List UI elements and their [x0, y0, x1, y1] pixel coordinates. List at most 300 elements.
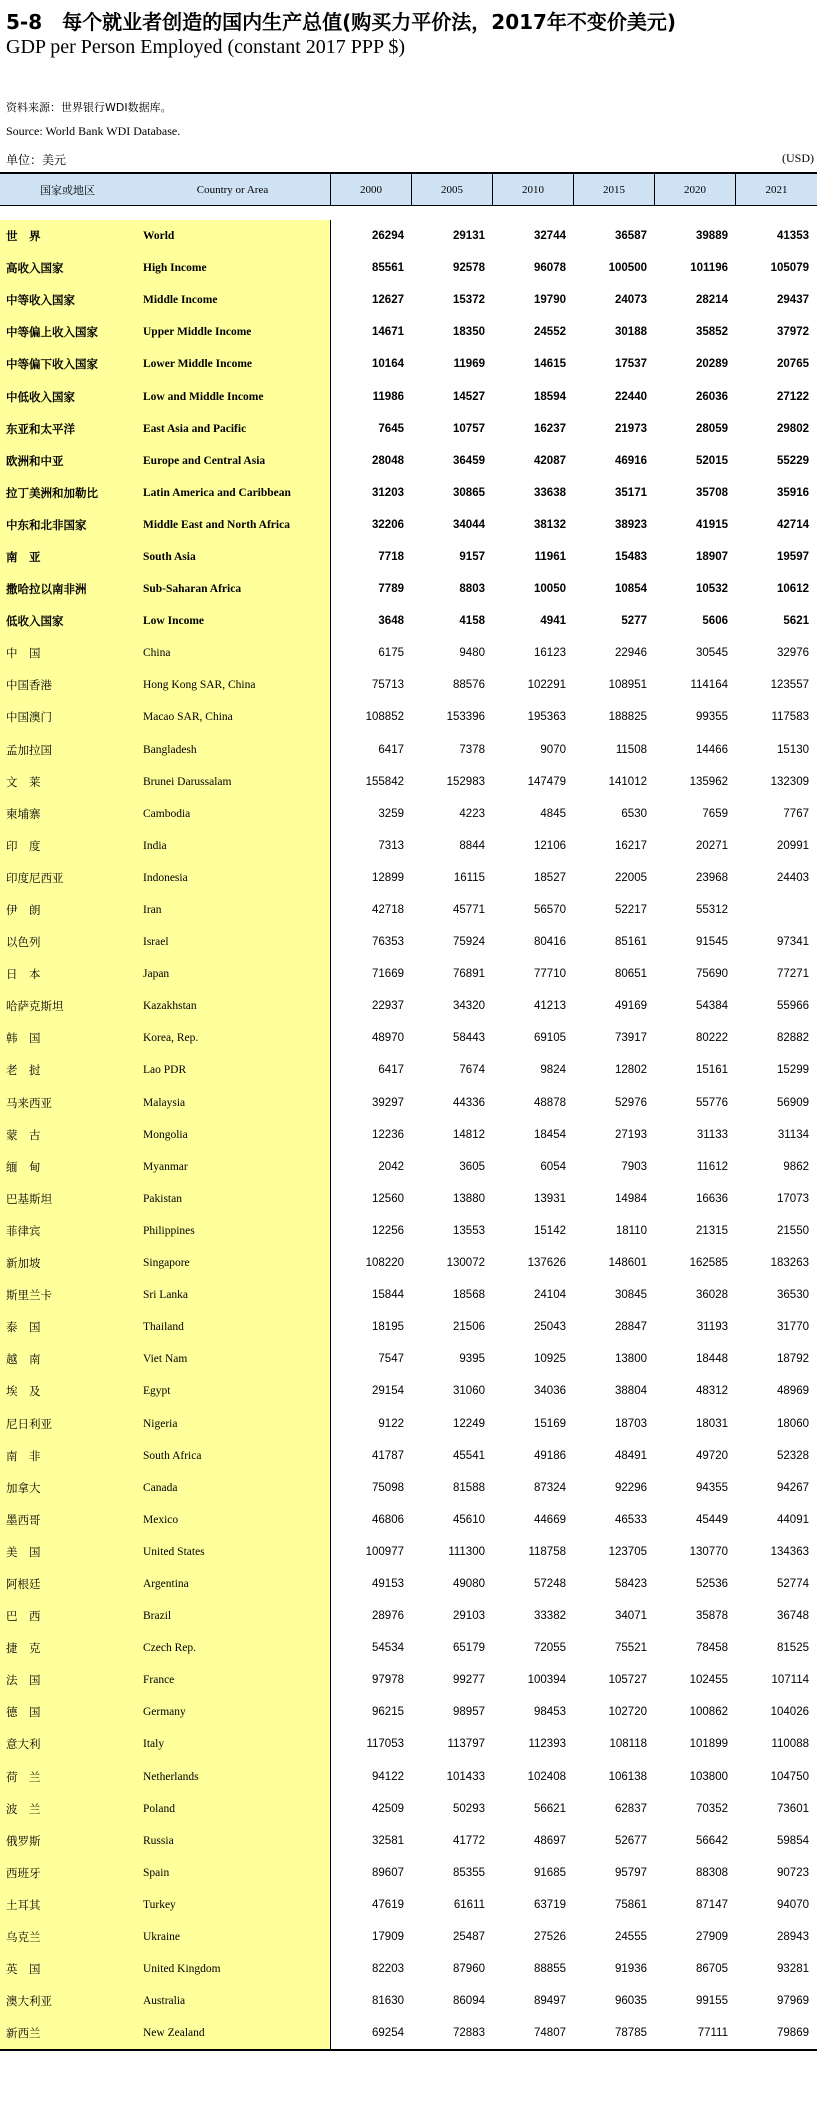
value-cell: 106138 — [608, 1770, 647, 1783]
country-name-cn: 荷 兰 — [6, 1769, 41, 1784]
country-name-en: France — [143, 1674, 175, 1687]
value-cell: 3648 — [378, 615, 404, 628]
value-cell: 31203 — [372, 486, 404, 499]
value-cell: 30865 — [453, 486, 485, 499]
value-cell: 54534 — [372, 1642, 404, 1655]
value-cell: 99155 — [696, 1995, 728, 2008]
value-cell: 36028 — [696, 1289, 728, 1302]
value-cell: 78458 — [696, 1642, 728, 1655]
value-cell: 46806 — [372, 1513, 404, 1526]
header-year: 2015 — [574, 174, 655, 205]
country-name-en: Korea, Rep. — [143, 1032, 199, 1045]
header-year: 2005 — [412, 174, 493, 205]
value-cell: 42718 — [372, 904, 404, 917]
value-cell: 97978 — [372, 1674, 404, 1687]
value-cell: 24555 — [615, 1931, 647, 1944]
country-name-cn: 印度尼西亚 — [6, 870, 64, 885]
table-row — [0, 477, 817, 509]
country-name-en: India — [143, 839, 167, 852]
value-cell: 7903 — [621, 1160, 647, 1173]
value-cell: 98453 — [534, 1706, 566, 1719]
value-cell: 56570 — [534, 904, 566, 917]
value-cell: 9480 — [459, 647, 485, 660]
value-cell: 36530 — [777, 1289, 809, 1302]
value-cell: 35852 — [696, 326, 728, 339]
value-cell: 37972 — [777, 326, 809, 339]
value-cell: 130072 — [446, 1257, 485, 1270]
value-cell: 55966 — [777, 1000, 809, 1013]
value-cell: 97341 — [777, 936, 809, 949]
value-cell: 135962 — [689, 775, 728, 788]
value-cell: 58443 — [453, 1032, 485, 1045]
value-cell: 18568 — [453, 1289, 485, 1302]
country-name-en: Czech Rep. — [143, 1642, 197, 1655]
value-cell: 25487 — [453, 1931, 485, 1944]
value-cell: 15169 — [534, 1417, 566, 1430]
table-row — [0, 316, 817, 348]
value-cell: 9824 — [540, 1064, 566, 1077]
table-row — [0, 348, 817, 380]
value-cell: 29437 — [777, 294, 809, 307]
value-cell: 22005 — [615, 871, 647, 884]
value-cell: 30545 — [696, 647, 728, 660]
value-cell: 6054 — [540, 1160, 566, 1173]
value-cell: 89607 — [372, 1866, 404, 1879]
value-cell: 132309 — [770, 775, 809, 788]
table-row — [0, 380, 817, 412]
country-name-cn: 斯里兰卡 — [6, 1288, 52, 1303]
country-name-cn: 意大利 — [6, 1737, 41, 1752]
value-cell: 11612 — [696, 1160, 728, 1173]
value-cell: 26036 — [696, 390, 728, 403]
country-name-cn: 越 南 — [6, 1352, 41, 1367]
value-cell: 27909 — [696, 1931, 728, 1944]
value-cell: 44669 — [534, 1513, 566, 1526]
value-cell: 7674 — [459, 1064, 485, 1077]
value-cell: 108118 — [609, 1738, 647, 1751]
country-name-cn: 中国澳门 — [6, 710, 52, 725]
value-cell: 27122 — [777, 390, 809, 403]
value-cell: 3259 — [378, 807, 404, 820]
value-cell: 96078 — [534, 262, 566, 275]
value-cell: 75521 — [615, 1642, 647, 1655]
value-cell: 5606 — [702, 615, 728, 628]
value-cell: 30188 — [615, 326, 647, 339]
value-cell: 18527 — [534, 871, 566, 884]
value-cell: 80651 — [615, 968, 647, 981]
value-cell: 195363 — [527, 711, 566, 724]
country-name-cn: 马来西亚 — [6, 1095, 52, 1110]
value-cell: 134363 — [770, 1545, 809, 1558]
value-cell: 13553 — [453, 1224, 485, 1237]
value-cell: 56909 — [777, 1096, 809, 1109]
value-cell: 12256 — [372, 1224, 404, 1237]
value-cell: 52976 — [615, 1096, 647, 1109]
value-cell: 30845 — [615, 1289, 647, 1302]
value-cell: 113797 — [447, 1738, 485, 1751]
value-cell: 21506 — [453, 1321, 485, 1334]
value-cell: 6417 — [378, 743, 404, 756]
value-cell: 81525 — [777, 1642, 809, 1655]
value-cell: 100862 — [689, 1706, 728, 1719]
value-cell: 48969 — [777, 1385, 809, 1398]
value-cell: 21973 — [615, 422, 647, 435]
value-cell: 88855 — [534, 1963, 566, 1976]
value-cell: 18060 — [777, 1417, 809, 1430]
table-row — [0, 1568, 817, 1600]
country-name-en: Japan — [143, 968, 170, 981]
title-chinese: 5-8 每个就业者创造的国内生产总值(购买力平价法，2017年不变价美元) — [6, 10, 677, 34]
value-cell: 29103 — [453, 1610, 485, 1623]
country-name-cn: 墨西哥 — [6, 1512, 41, 1527]
value-cell: 57248 — [534, 1577, 566, 1590]
value-cell: 69105 — [534, 1032, 566, 1045]
country-name-en: Hong Kong SAR, China — [143, 679, 256, 692]
value-cell: 35916 — [777, 486, 809, 499]
value-cell: 61611 — [453, 1898, 485, 1911]
value-cell: 62837 — [615, 1802, 647, 1815]
value-cell: 48312 — [696, 1385, 728, 1398]
value-cell: 87960 — [453, 1963, 485, 1976]
value-cell: 45771 — [453, 904, 485, 917]
table-row — [0, 284, 817, 316]
country-name-en: Argentina — [143, 1577, 189, 1590]
value-cell: 91936 — [615, 1963, 647, 1976]
table-row — [0, 894, 817, 926]
table-row — [0, 541, 817, 573]
value-cell: 26294 — [372, 230, 404, 243]
value-cell: 15161 — [696, 1064, 728, 1077]
value-cell: 54384 — [696, 1000, 728, 1013]
value-cell: 75924 — [453, 936, 485, 949]
country-name-cn: 乌克兰 — [6, 1930, 41, 1945]
table-row — [0, 1985, 817, 2017]
value-cell: 31134 — [777, 1128, 809, 1141]
table-row — [0, 1600, 817, 1632]
table-row — [0, 1664, 817, 1696]
value-cell: 100500 — [608, 262, 647, 275]
value-cell: 18110 — [615, 1224, 647, 1237]
country-name-cn: 中等偏下收入国家 — [6, 357, 98, 372]
value-cell: 58423 — [615, 1577, 647, 1590]
value-cell: 94070 — [777, 1898, 809, 1911]
table-row — [0, 413, 817, 445]
value-cell: 52774 — [777, 1577, 809, 1590]
value-cell: 14671 — [372, 326, 404, 339]
value-cell: 69254 — [372, 2027, 404, 2040]
country-name-en: Israel — [143, 936, 169, 949]
country-name-en: China — [143, 647, 171, 660]
value-cell: 36459 — [453, 454, 485, 467]
country-name-en: High Income — [143, 262, 207, 275]
value-cell: 110088 — [771, 1738, 809, 1751]
value-cell: 33382 — [534, 1610, 566, 1623]
data-table — [0, 172, 817, 2051]
country-name-cn: 欧洲和中亚 — [6, 453, 64, 468]
value-cell: 14527 — [453, 390, 485, 403]
value-cell: 27526 — [534, 1931, 566, 1944]
table-body — [0, 220, 817, 2051]
value-cell: 7645 — [378, 422, 404, 435]
country-name-cn: 韩 国 — [6, 1031, 41, 1046]
value-cell: 4158 — [459, 615, 485, 628]
country-name-cn: 土耳其 — [6, 1897, 41, 1912]
value-cell: 50293 — [453, 1802, 485, 1815]
country-name-en: Ukraine — [143, 1931, 181, 1944]
country-name-en: Middle Income — [143, 294, 218, 307]
country-name-cn: 中 国 — [6, 646, 41, 661]
value-cell: 87324 — [534, 1481, 566, 1494]
value-cell: 18448 — [696, 1353, 728, 1366]
country-name-en: Lower Middle Income — [143, 358, 253, 371]
value-cell: 42087 — [534, 454, 566, 467]
value-cell: 75861 — [615, 1898, 647, 1911]
table-row — [0, 1311, 817, 1343]
country-name-en: South Asia — [143, 550, 196, 563]
country-name-en: Spain — [143, 1866, 170, 1879]
table-row — [0, 798, 817, 830]
value-cell: 15299 — [777, 1064, 809, 1077]
value-cell: 33638 — [534, 486, 566, 499]
value-cell: 15483 — [615, 550, 647, 563]
value-cell: 42509 — [372, 1802, 404, 1815]
country-name-cn: 美 国 — [6, 1544, 41, 1559]
value-cell: 93281 — [777, 1963, 809, 1976]
country-name-en: Poland — [143, 1802, 175, 1815]
value-cell: 34320 — [453, 1000, 485, 1013]
value-cell: 77111 — [697, 2027, 728, 2040]
value-cell: 100394 — [527, 1674, 566, 1687]
country-name-cn: 中等偏上收入国家 — [6, 325, 98, 340]
value-cell: 17909 — [372, 1931, 404, 1944]
header-year: 2000 — [331, 174, 412, 205]
value-cell: 105727 — [608, 1674, 647, 1687]
country-name-cn: 哈萨克斯坦 — [6, 999, 64, 1014]
country-name-cn: 英 国 — [6, 1962, 41, 1977]
value-cell: 10612 — [777, 583, 809, 596]
table-row — [0, 1793, 817, 1825]
country-name-en: Bangladesh — [143, 743, 197, 756]
country-name-cn: 印 度 — [6, 838, 41, 853]
value-cell: 92296 — [615, 1481, 647, 1494]
country-name-cn: 中国香港 — [6, 678, 52, 693]
table-row — [0, 926, 817, 958]
table-row — [0, 701, 817, 733]
country-name-cn: 巴 西 — [6, 1609, 41, 1624]
country-name-en: Europe and Central Asia — [143, 454, 266, 467]
country-name-cn: 中等收入国家 — [6, 293, 75, 308]
value-cell: 130770 — [689, 1545, 728, 1558]
value-cell: 76353 — [372, 936, 404, 949]
country-name-en: Viet Nam — [143, 1353, 188, 1366]
country-name-cn: 埃 及 — [6, 1384, 41, 1399]
table-row — [0, 220, 817, 252]
value-cell: 34044 — [453, 518, 485, 531]
value-cell: 112393 — [528, 1738, 566, 1751]
source-chinese: 资料来源：世界银行WDI数据库。 — [6, 101, 172, 114]
table-header — [0, 172, 817, 206]
value-cell: 31770 — [777, 1321, 809, 1334]
country-name-cn: 蒙 古 — [6, 1127, 41, 1142]
value-cell: 81630 — [372, 1995, 404, 2008]
country-name-cn: 俄罗斯 — [6, 1833, 41, 1848]
table-row — [0, 1375, 817, 1407]
value-cell: 102455 — [689, 1674, 728, 1687]
value-cell: 38132 — [534, 518, 566, 531]
table-row — [0, 958, 817, 990]
value-cell: 12899 — [372, 871, 404, 884]
value-cell: 16217 — [615, 839, 647, 852]
value-cell: 36748 — [777, 1610, 809, 1623]
value-cell: 73917 — [615, 1032, 647, 1045]
value-cell: 12560 — [372, 1192, 404, 1205]
value-cell: 10757 — [453, 422, 485, 435]
unit-label: 单位：美元 — [6, 153, 67, 167]
value-cell: 34036 — [534, 1385, 566, 1398]
value-cell: 16123 — [534, 647, 566, 660]
country-name-en: Nigeria — [143, 1417, 178, 1430]
value-cell: 48970 — [372, 1032, 404, 1045]
value-cell: 45449 — [696, 1513, 728, 1526]
value-cell: 18031 — [696, 1417, 728, 1430]
value-cell: 74807 — [534, 2027, 566, 2040]
table-row — [0, 509, 817, 541]
value-cell: 28059 — [696, 422, 728, 435]
country-name-cn: 澳大利亚 — [6, 1994, 52, 2009]
value-cell: 70352 — [696, 1802, 728, 1815]
value-cell: 9395 — [459, 1353, 485, 1366]
value-cell: 88308 — [696, 1866, 728, 1879]
country-name-cn: 德 国 — [6, 1705, 41, 1720]
value-cell: 75690 — [696, 968, 728, 981]
country-name-cn: 世 界 — [6, 229, 41, 244]
value-cell: 92578 — [453, 262, 485, 275]
value-cell: 41787 — [372, 1449, 404, 1462]
table-row — [0, 1151, 817, 1183]
value-cell: 28847 — [615, 1321, 647, 1334]
value-cell: 44336 — [453, 1096, 485, 1109]
value-cell: 118758 — [528, 1545, 566, 1558]
table-bottom-rule — [0, 2049, 817, 2051]
country-name-cn: 文 莱 — [6, 774, 41, 789]
value-cell: 31060 — [453, 1385, 485, 1398]
value-cell: 52328 — [777, 1449, 809, 1462]
value-cell: 188825 — [608, 711, 647, 724]
table-row — [0, 1921, 817, 1953]
value-cell: 155842 — [365, 775, 404, 788]
value-cell: 13800 — [615, 1353, 647, 1366]
value-cell: 11969 — [453, 358, 485, 371]
value-cell: 10854 — [615, 583, 647, 596]
country-name-cn: 南 亚 — [6, 549, 41, 564]
title-english: GDP per Person Employed (constant 2017 PPP $) — [6, 36, 406, 58]
value-cell: 153396 — [446, 711, 485, 724]
value-cell: 20289 — [696, 358, 728, 371]
value-cell: 32581 — [372, 1834, 404, 1847]
country-name-en: Low and Middle Income — [143, 390, 264, 403]
country-name-cn: 拉丁美洲和加勒比 — [6, 485, 98, 500]
value-cell: 15372 — [453, 294, 485, 307]
country-name-cn: 孟加拉国 — [6, 742, 52, 757]
value-cell: 9862 — [783, 1160, 809, 1173]
value-cell: 71669 — [372, 968, 404, 981]
value-cell: 94122 — [372, 1770, 404, 1783]
country-name-cn: 巴基斯坦 — [6, 1191, 52, 1206]
value-cell: 55312 — [696, 904, 728, 917]
value-cell: 12802 — [615, 1064, 647, 1077]
value-cell: 24104 — [534, 1289, 566, 1302]
value-cell: 14984 — [615, 1192, 647, 1205]
value-cell: 14812 — [453, 1128, 485, 1141]
table-row — [0, 605, 817, 637]
value-cell: 55776 — [696, 1096, 728, 1109]
value-cell: 18594 — [534, 390, 566, 403]
value-cell: 101196 — [690, 262, 728, 275]
value-cell: 85161 — [615, 936, 647, 949]
country-name-cn: 中低收入国家 — [6, 389, 75, 404]
value-cell: 55229 — [777, 454, 809, 467]
value-cell: 16237 — [534, 422, 566, 435]
value-cell: 12249 — [453, 1417, 485, 1430]
table-row — [0, 1761, 817, 1793]
value-cell: 72883 — [453, 2027, 485, 2040]
value-cell: 13880 — [453, 1192, 485, 1205]
value-cell: 86094 — [453, 1995, 485, 2008]
country-name-cn: 柬埔寨 — [6, 806, 41, 821]
value-cell: 104026 — [770, 1706, 809, 1719]
value-cell: 97969 — [777, 1995, 809, 2008]
value-cell: 162585 — [689, 1257, 728, 1270]
value-cell: 52217 — [615, 904, 647, 917]
value-cell: 77271 — [777, 968, 809, 981]
value-cell: 15130 — [777, 743, 809, 756]
country-name-en: United States — [143, 1545, 205, 1558]
value-cell: 49720 — [696, 1449, 728, 1462]
value-cell: 82203 — [372, 1963, 404, 1976]
country-name-en: Iran — [143, 904, 162, 917]
table-row — [0, 830, 817, 862]
value-cell: 96215 — [372, 1706, 404, 1719]
country-name-cn: 法 国 — [6, 1673, 41, 1688]
table-row — [0, 1022, 817, 1054]
value-cell: 90723 — [777, 1866, 809, 1879]
value-cell: 48878 — [534, 1096, 566, 1109]
value-cell: 41915 — [696, 518, 728, 531]
table-row — [0, 766, 817, 798]
country-name-en: East Asia and Pacific — [143, 422, 247, 435]
country-name-en: Singapore — [143, 1257, 190, 1270]
value-cell: 52677 — [615, 1834, 647, 1847]
value-cell: 46533 — [615, 1513, 647, 1526]
country-name-en: Australia — [143, 1995, 186, 2008]
value-cell: 28976 — [372, 1610, 404, 1623]
table-row — [0, 1825, 817, 1857]
value-cell: 75713 — [372, 679, 404, 692]
value-cell: 9070 — [540, 743, 566, 756]
value-cell: 9122 — [378, 1417, 404, 1430]
country-name-cn: 加拿大 — [6, 1480, 41, 1495]
country-name-en: Thailand — [143, 1321, 184, 1334]
country-name-en: Malaysia — [143, 1096, 186, 1109]
value-cell: 103800 — [689, 1770, 728, 1783]
value-cell: 59854 — [777, 1834, 809, 1847]
value-cell: 147479 — [527, 775, 566, 788]
country-name-en: Russia — [143, 1834, 174, 1847]
value-cell: 117053 — [366, 1738, 404, 1751]
value-cell: 123705 — [608, 1545, 647, 1558]
value-cell: 15142 — [534, 1224, 566, 1237]
value-cell: 24403 — [777, 871, 809, 884]
